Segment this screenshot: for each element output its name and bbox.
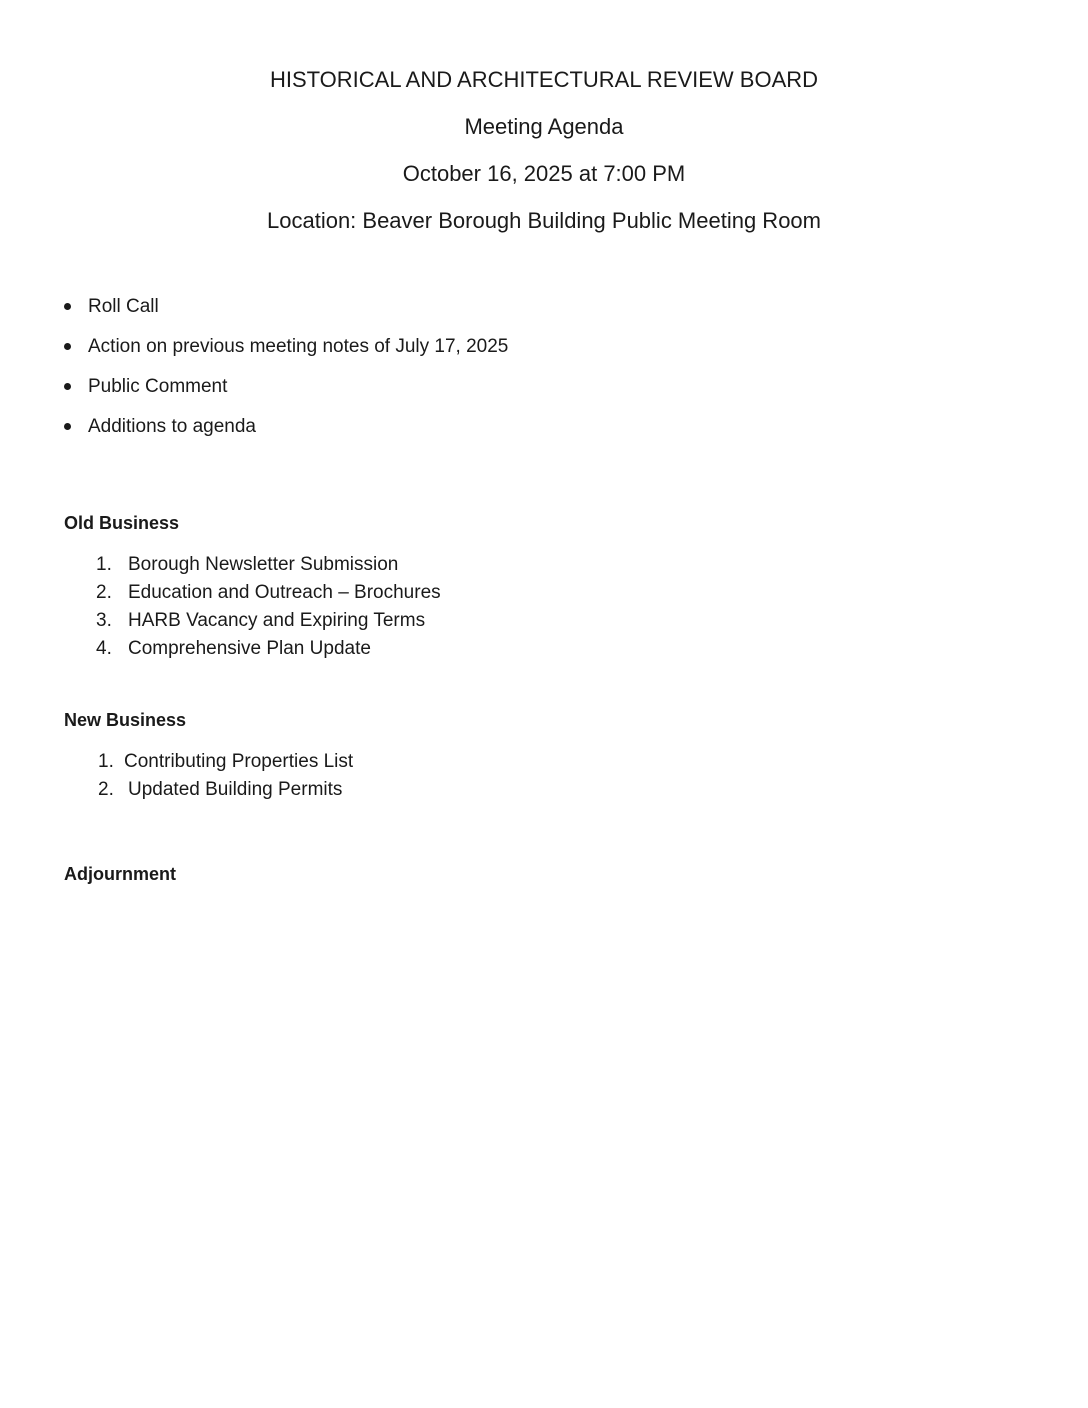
- bullet-icon: [64, 423, 71, 430]
- item-number: 1.: [98, 751, 114, 772]
- new-business-heading: New Business: [64, 710, 187, 730]
- item-text: Borough Newsletter Submission: [128, 554, 399, 575]
- document-subtitle: Meeting Agenda: [464, 114, 624, 139]
- meeting-datetime: October 16, 2025 at 7:00 PM: [402, 161, 686, 186]
- adjournment-heading: Adjournment: [64, 864, 176, 884]
- item-text: Education and Outreach – Brochures: [128, 582, 441, 603]
- old-business-heading: Old Business: [64, 513, 180, 533]
- item-number: 2.: [98, 779, 114, 800]
- item-text: HARB Vacancy and Expiring Terms: [128, 610, 426, 631]
- item-text: Contributing Properties List: [124, 751, 354, 772]
- item-number: 3.: [96, 610, 112, 631]
- agenda-item-label: Public Comment: [88, 376, 228, 397]
- item-number: 4.: [96, 638, 112, 659]
- bullet-icon: [64, 343, 71, 350]
- item-number: 2.: [96, 582, 112, 603]
- agenda-item-public-comment: [64, 374, 508, 414]
- agenda-bullet-list: [64, 294, 508, 454]
- document-title: HISTORICAL AND ARCHITECTURAL REVIEW BOARD: [269, 67, 819, 92]
- agenda-item-additions: [64, 414, 508, 454]
- agenda-item-previous-notes: [64, 334, 508, 374]
- item-number: 1.: [96, 554, 112, 575]
- agenda-item-label: Roll Call: [88, 296, 159, 317]
- meeting-location: Location: Beaver Borough Building Public Meeting Room: [267, 208, 821, 233]
- item-text: Updated Building Permits: [128, 779, 343, 800]
- bullet-icon: [64, 383, 71, 390]
- agenda-item-label: Additions to agenda: [88, 416, 256, 437]
- agenda-item-roll-call: [64, 294, 508, 334]
- agenda-item-label: Action on previous meeting notes of July 17, 2025: [88, 336, 509, 357]
- bullet-icon: [64, 303, 71, 310]
- item-text: Comprehensive Plan Update: [128, 638, 371, 659]
